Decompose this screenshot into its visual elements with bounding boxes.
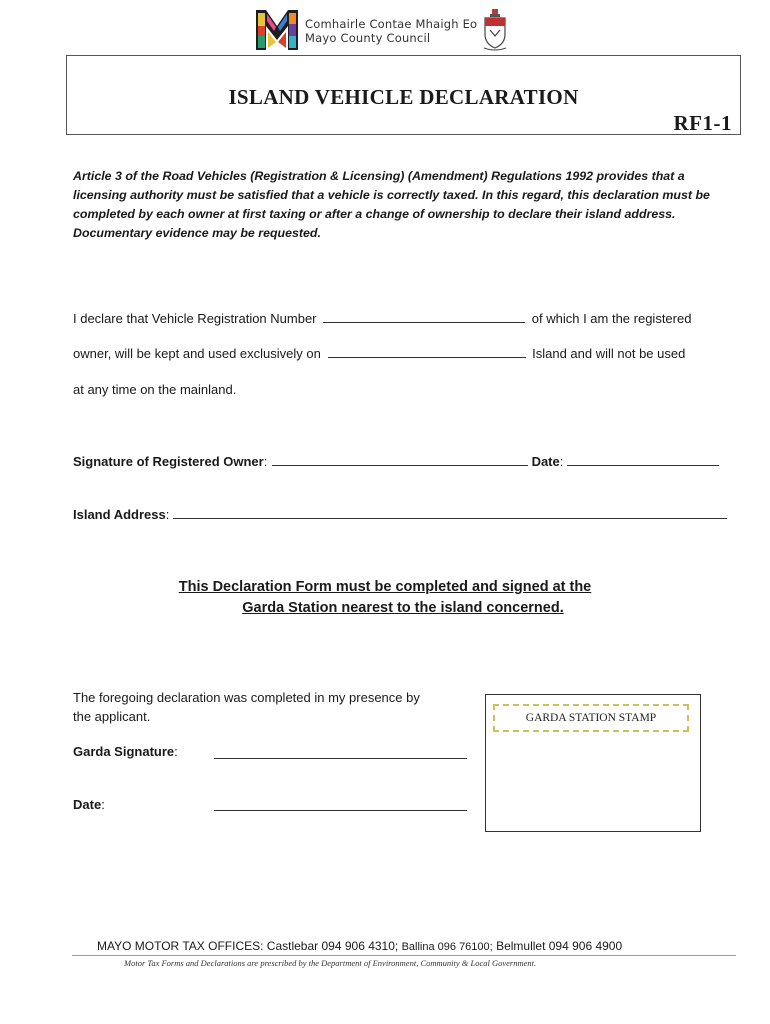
island-address-row: Island Address:	[73, 507, 727, 522]
owner-date-field[interactable]	[567, 455, 719, 466]
declaration-line-2-start: owner, will be kept and used exclusively on	[73, 346, 321, 361]
island-name-field[interactable]	[328, 347, 526, 358]
island-address-field[interactable]	[173, 508, 727, 519]
garda-stamp-label: GARDA STATION STAMP	[493, 704, 689, 732]
motor-tax-offices	[97, 939, 622, 953]
council-name	[305, 17, 477, 45]
council-name-english: Mayo County Council	[305, 31, 431, 45]
offices-castlebar: MAYO MOTOR TAX OFFICES: Castlebar 094 906 4310;	[97, 939, 399, 953]
owner-date-label: Date	[531, 454, 560, 469]
garda-date-row: Date:	[73, 797, 105, 812]
notice-line-2: Garda Station nearest to the island concerned.	[242, 600, 564, 616]
owner-signature-label: Signature of Registered Owner	[73, 454, 264, 469]
declaration-line-3: at any time on the mainland.	[73, 382, 237, 397]
title-box	[66, 55, 741, 135]
form-code: RF1-1	[673, 111, 732, 135]
garda-presence-line-1: The foregoing declaration was completed in my presence by	[73, 690, 420, 705]
garda-signature-row: Garda Signature:	[73, 744, 178, 759]
declaration-line-1	[73, 311, 691, 326]
island-address-label: Island Address	[73, 507, 166, 522]
intro-paragraph: Article 3 of the Road Vehicles (Registration & Licensing) (Amendment) Regulations 1992 provides that a licensing authority must be satisfied that a vehicle is correctly taxed. In this regard, this declaration must be completed by each owner at first taxing or after a change of ownership to declare their island address. Documentary evidence may be requested.	[73, 169, 710, 240]
garda-signature-label: Garda Signature	[73, 744, 175, 759]
form-title: ISLAND VEHICLE DECLARATION	[228, 85, 579, 109]
declaration-line-2-end: Island and will not be used	[532, 346, 686, 361]
council-name-irish: Comhairle Contae Mhaigh Eo	[305, 17, 478, 31]
declaration-line-1-start: I declare that Vehicle Registration Number	[73, 311, 317, 326]
garda-date-label: Date	[73, 797, 102, 812]
owner-signature-field[interactable]	[272, 455, 528, 466]
council-crest-icon	[482, 8, 508, 52]
council-logo	[254, 8, 514, 52]
footer-note: Motor Tax Forms and Declarations are prescribed by the Department of Environment, Community & Local Government.	[124, 958, 537, 968]
mayo-m-logo-icon	[254, 8, 300, 52]
garda-signature-field[interactable]	[214, 748, 467, 759]
offices-ballina: Ballina 096 76100;	[401, 941, 493, 953]
vehicle-registration-field[interactable]	[323, 312, 525, 323]
declaration-line-1-end: of which I am the registered	[531, 311, 692, 326]
garda-date-field[interactable]	[214, 800, 467, 811]
notice-line-1: This Declaration Form must be completed and signed at the	[178, 579, 592, 595]
footer-divider	[72, 955, 736, 956]
garda-presence-line-2: the applicant.	[73, 709, 151, 724]
owner-signature-row: Signature of Registered Owner: Date:	[73, 454, 719, 469]
garda-stamp-box	[485, 694, 701, 832]
declaration-line-2	[73, 346, 685, 361]
offices-belmullet: Belmullet 094 906 4900	[496, 939, 623, 953]
